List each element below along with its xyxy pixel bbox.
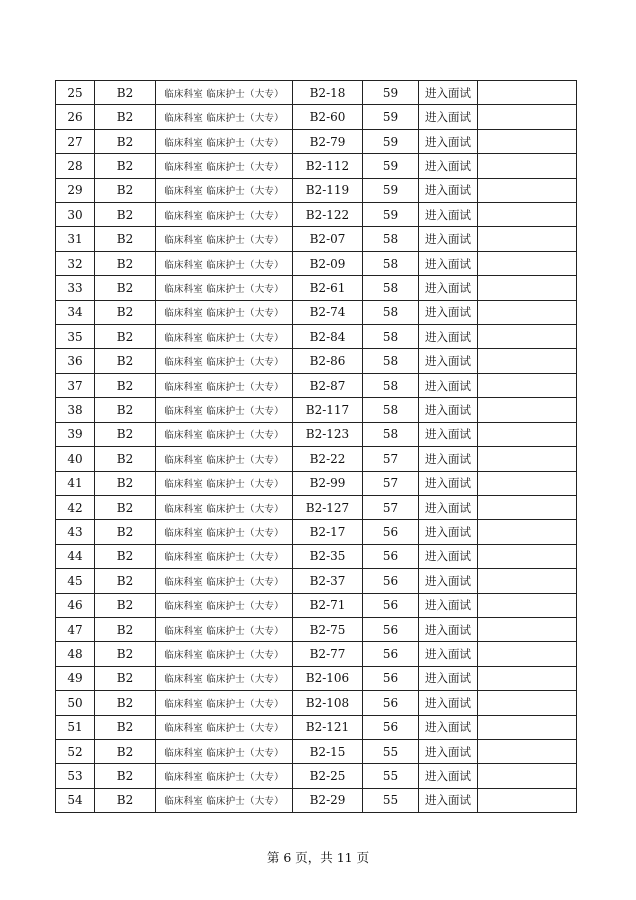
post-cell: 临床科室 临床护士（大专） — [156, 691, 293, 715]
status-cell: 进入面试 — [419, 276, 478, 300]
status-cell: 进入面试 — [419, 251, 478, 275]
seq-cell: 37 — [56, 373, 95, 397]
table-row — [56, 764, 577, 788]
ticket-number-cell: B2-122 — [293, 203, 363, 227]
ticket-number-cell: B2-87 — [293, 373, 363, 397]
group-cell: B2 — [95, 715, 156, 739]
note-cell — [478, 617, 577, 641]
ticket-number-cell: B2-117 — [293, 398, 363, 422]
group-cell: B2 — [95, 691, 156, 715]
seq-cell: 31 — [56, 227, 95, 251]
note-cell — [478, 495, 577, 519]
table-row — [56, 471, 577, 495]
status-cell: 进入面试 — [419, 300, 478, 324]
table-row — [56, 422, 577, 446]
post-cell: 临床科室 临床护士（大专） — [156, 422, 293, 446]
group-cell: B2 — [95, 300, 156, 324]
score-cell: 56 — [363, 715, 419, 739]
seq-cell: 33 — [56, 276, 95, 300]
ticket-number-cell: B2-74 — [293, 300, 363, 324]
score-cell: 56 — [363, 520, 419, 544]
ticket-number-cell: B2-121 — [293, 715, 363, 739]
seq-cell: 54 — [56, 788, 95, 812]
group-cell: B2 — [95, 666, 156, 690]
group-cell: B2 — [95, 373, 156, 397]
table-row — [56, 81, 577, 105]
status-cell: 进入面试 — [419, 422, 478, 446]
note-cell — [478, 203, 577, 227]
group-cell: B2 — [95, 739, 156, 763]
status-cell: 进入面试 — [419, 642, 478, 666]
seq-cell: 39 — [56, 422, 95, 446]
post-cell: 临床科室 临床护士（大专） — [156, 300, 293, 324]
table-row — [56, 569, 577, 593]
seq-cell: 35 — [56, 325, 95, 349]
post-cell: 临床科室 临床护士（大专） — [156, 544, 293, 568]
group-cell: B2 — [95, 447, 156, 471]
status-cell: 进入面试 — [419, 739, 478, 763]
note-cell — [478, 276, 577, 300]
score-cell: 59 — [363, 178, 419, 202]
table-row — [56, 203, 577, 227]
group-cell: B2 — [95, 544, 156, 568]
seq-cell: 52 — [56, 739, 95, 763]
post-cell: 临床科室 临床护士（大专） — [156, 203, 293, 227]
score-cell: 56 — [363, 593, 419, 617]
group-cell: B2 — [95, 349, 156, 373]
note-cell — [478, 105, 577, 129]
note-cell — [478, 300, 577, 324]
post-cell: 临床科室 临床护士（大专） — [156, 666, 293, 690]
table-row — [56, 691, 577, 715]
seq-cell: 43 — [56, 520, 95, 544]
status-cell: 进入面试 — [419, 154, 478, 178]
status-cell: 进入面试 — [419, 81, 478, 105]
note-cell — [478, 764, 577, 788]
seq-cell: 50 — [56, 691, 95, 715]
note-cell — [478, 544, 577, 568]
score-cell: 58 — [363, 227, 419, 251]
status-cell: 进入面试 — [419, 495, 478, 519]
ticket-number-cell: B2-35 — [293, 544, 363, 568]
table-row — [56, 227, 577, 251]
table-row — [56, 715, 577, 739]
seq-cell: 40 — [56, 447, 95, 471]
ticket-number-cell: B2-106 — [293, 666, 363, 690]
status-cell: 进入面试 — [419, 129, 478, 153]
status-cell: 进入面试 — [419, 105, 478, 129]
seq-cell: 49 — [56, 666, 95, 690]
group-cell: B2 — [95, 251, 156, 275]
note-cell — [478, 398, 577, 422]
group-cell: B2 — [95, 398, 156, 422]
table-row — [56, 788, 577, 812]
group-cell: B2 — [95, 569, 156, 593]
group-cell: B2 — [95, 617, 156, 641]
status-cell: 进入面试 — [419, 544, 478, 568]
seq-cell: 48 — [56, 642, 95, 666]
table-row — [56, 739, 577, 763]
score-cell: 58 — [363, 422, 419, 446]
seq-cell: 47 — [56, 617, 95, 641]
post-cell: 临床科室 临床护士（大专） — [156, 739, 293, 763]
status-cell: 进入面试 — [419, 471, 478, 495]
table-row — [56, 251, 577, 275]
score-cell: 58 — [363, 251, 419, 275]
table-row — [56, 178, 577, 202]
table-row — [56, 520, 577, 544]
score-cell: 59 — [363, 129, 419, 153]
score-cell: 55 — [363, 739, 419, 763]
seq-cell: 26 — [56, 105, 95, 129]
ticket-number-cell: B2-112 — [293, 154, 363, 178]
ticket-number-cell: B2-29 — [293, 788, 363, 812]
note-cell — [478, 739, 577, 763]
post-cell: 临床科室 临床护士（大专） — [156, 593, 293, 617]
seq-cell: 41 — [56, 471, 95, 495]
post-cell: 临床科室 临床护士（大专） — [156, 178, 293, 202]
seq-cell: 27 — [56, 129, 95, 153]
post-cell: 临床科室 临床护士（大专） — [156, 520, 293, 544]
note-cell — [478, 251, 577, 275]
seq-cell: 34 — [56, 300, 95, 324]
status-cell: 进入面试 — [419, 203, 478, 227]
seq-cell: 29 — [56, 178, 95, 202]
group-cell: B2 — [95, 495, 156, 519]
ticket-number-cell: B2-123 — [293, 422, 363, 446]
seq-cell: 30 — [56, 203, 95, 227]
table-row — [56, 349, 577, 373]
note-cell — [478, 447, 577, 471]
post-cell: 临床科室 临床护士（大专） — [156, 227, 293, 251]
status-cell: 进入面试 — [419, 373, 478, 397]
post-cell: 临床科室 临床护士（大专） — [156, 715, 293, 739]
note-cell — [478, 788, 577, 812]
status-cell: 进入面试 — [419, 178, 478, 202]
note-cell — [478, 422, 577, 446]
status-cell: 进入面试 — [419, 691, 478, 715]
score-cell: 56 — [363, 666, 419, 690]
table-row — [56, 373, 577, 397]
post-cell: 临床科室 临床护士（大专） — [156, 325, 293, 349]
table-row — [56, 666, 577, 690]
group-cell: B2 — [95, 276, 156, 300]
table-row — [56, 276, 577, 300]
group-cell: B2 — [95, 593, 156, 617]
group-cell: B2 — [95, 105, 156, 129]
note-cell — [478, 691, 577, 715]
score-cell: 58 — [363, 325, 419, 349]
note-cell — [478, 227, 577, 251]
note-cell — [478, 520, 577, 544]
seq-cell: 51 — [56, 715, 95, 739]
group-cell: B2 — [95, 129, 156, 153]
seq-cell: 45 — [56, 569, 95, 593]
status-cell: 进入面试 — [419, 520, 478, 544]
table-row — [56, 447, 577, 471]
post-cell: 临床科室 临床护士（大专） — [156, 617, 293, 641]
group-cell: B2 — [95, 203, 156, 227]
table-row — [56, 325, 577, 349]
table-row — [56, 642, 577, 666]
status-cell: 进入面试 — [419, 227, 478, 251]
group-cell: B2 — [95, 227, 156, 251]
note-cell — [478, 178, 577, 202]
post-cell: 临床科室 临床护士（大专） — [156, 569, 293, 593]
score-cell: 56 — [363, 569, 419, 593]
note-cell — [478, 325, 577, 349]
seq-cell: 46 — [56, 593, 95, 617]
group-cell: B2 — [95, 642, 156, 666]
note-cell — [478, 642, 577, 666]
seq-cell: 32 — [56, 251, 95, 275]
seq-cell: 44 — [56, 544, 95, 568]
note-cell — [478, 569, 577, 593]
score-cell: 59 — [363, 105, 419, 129]
post-cell: 临床科室 临床护士（大专） — [156, 495, 293, 519]
group-cell: B2 — [95, 178, 156, 202]
table-row — [56, 593, 577, 617]
score-cell: 58 — [363, 373, 419, 397]
ticket-number-cell: B2-09 — [293, 251, 363, 275]
table-row — [56, 544, 577, 568]
status-cell: 进入面试 — [419, 398, 478, 422]
note-cell — [478, 715, 577, 739]
ticket-number-cell: B2-22 — [293, 447, 363, 471]
group-cell: B2 — [95, 81, 156, 105]
score-cell: 59 — [363, 203, 419, 227]
group-cell: B2 — [95, 471, 156, 495]
table-row — [56, 300, 577, 324]
score-cell: 55 — [363, 764, 419, 788]
ticket-number-cell: B2-37 — [293, 569, 363, 593]
post-cell: 临床科室 临床护士（大专） — [156, 764, 293, 788]
page-number-footer: 第 6 页，共 11 页 — [266, 850, 370, 865]
ticket-number-cell: B2-77 — [293, 642, 363, 666]
ticket-number-cell: B2-86 — [293, 349, 363, 373]
status-cell: 进入面试 — [419, 617, 478, 641]
seq-cell: 25 — [56, 81, 95, 105]
ticket-number-cell: B2-99 — [293, 471, 363, 495]
note-cell — [478, 373, 577, 397]
score-cell: 57 — [363, 495, 419, 519]
table-row — [56, 129, 577, 153]
status-cell: 进入面试 — [419, 666, 478, 690]
score-cell: 56 — [363, 544, 419, 568]
seq-cell: 42 — [56, 495, 95, 519]
seq-cell: 38 — [56, 398, 95, 422]
note-cell — [478, 129, 577, 153]
table-row — [56, 398, 577, 422]
seq-cell: 53 — [56, 764, 95, 788]
group-cell: B2 — [95, 422, 156, 446]
table-row — [56, 617, 577, 641]
status-cell: 进入面试 — [419, 569, 478, 593]
post-cell: 临床科室 临床护士（大专） — [156, 129, 293, 153]
score-cell: 57 — [363, 447, 419, 471]
group-cell: B2 — [95, 520, 156, 544]
ticket-number-cell: B2-15 — [293, 739, 363, 763]
group-cell: B2 — [95, 788, 156, 812]
status-cell: 进入面试 — [419, 715, 478, 739]
post-cell: 临床科室 临床护士（大专） — [156, 81, 293, 105]
score-cell: 57 — [363, 471, 419, 495]
ticket-number-cell: B2-25 — [293, 764, 363, 788]
table-row — [56, 495, 577, 519]
ticket-number-cell: B2-127 — [293, 495, 363, 519]
score-cell: 59 — [363, 81, 419, 105]
note-cell — [478, 81, 577, 105]
status-cell: 进入面试 — [419, 764, 478, 788]
results-table — [55, 80, 577, 813]
ticket-number-cell: B2-71 — [293, 593, 363, 617]
score-cell: 58 — [363, 300, 419, 324]
status-cell: 进入面试 — [419, 325, 478, 349]
score-cell: 58 — [363, 398, 419, 422]
ticket-number-cell: B2-79 — [293, 129, 363, 153]
note-cell — [478, 349, 577, 373]
note-cell — [478, 593, 577, 617]
post-cell: 临床科室 临床护士（大专） — [156, 642, 293, 666]
score-cell: 56 — [363, 691, 419, 715]
ticket-number-cell: B2-75 — [293, 617, 363, 641]
score-cell: 58 — [363, 349, 419, 373]
ticket-number-cell: B2-61 — [293, 276, 363, 300]
ticket-number-cell: B2-60 — [293, 105, 363, 129]
seq-cell: 28 — [56, 154, 95, 178]
ticket-number-cell: B2-119 — [293, 178, 363, 202]
score-cell: 58 — [363, 276, 419, 300]
post-cell: 临床科室 临床护士（大专） — [156, 349, 293, 373]
status-cell: 进入面试 — [419, 593, 478, 617]
table-row — [56, 105, 577, 129]
table-row — [56, 154, 577, 178]
note-cell — [478, 471, 577, 495]
seq-cell: 36 — [56, 349, 95, 373]
group-cell: B2 — [95, 154, 156, 178]
ticket-number-cell: B2-108 — [293, 691, 363, 715]
post-cell: 临床科室 临床护士（大专） — [156, 276, 293, 300]
status-cell: 进入面试 — [419, 788, 478, 812]
post-cell: 临床科室 临床护士（大专） — [156, 251, 293, 275]
note-cell — [478, 154, 577, 178]
ticket-number-cell: B2-18 — [293, 81, 363, 105]
post-cell: 临床科室 临床护士（大专） — [156, 373, 293, 397]
score-cell: 55 — [363, 788, 419, 812]
table-body — [56, 81, 577, 813]
status-cell: 进入面试 — [419, 349, 478, 373]
post-cell: 临床科室 临床护士（大专） — [156, 154, 293, 178]
ticket-number-cell: B2-84 — [293, 325, 363, 349]
post-cell: 临床科室 临床护士（大专） — [156, 398, 293, 422]
status-cell: 进入面试 — [419, 447, 478, 471]
group-cell: B2 — [95, 325, 156, 349]
post-cell: 临床科室 临床护士（大专） — [156, 447, 293, 471]
post-cell: 临床科室 临床护士（大专） — [156, 105, 293, 129]
group-cell: B2 — [95, 764, 156, 788]
score-cell: 56 — [363, 642, 419, 666]
note-cell — [478, 666, 577, 690]
score-cell: 56 — [363, 617, 419, 641]
score-cell: 59 — [363, 154, 419, 178]
ticket-number-cell: B2-17 — [293, 520, 363, 544]
ticket-number-cell: B2-07 — [293, 227, 363, 251]
post-cell: 临床科室 临床护士（大专） — [156, 471, 293, 495]
post-cell: 临床科室 临床护士（大专） — [156, 788, 293, 812]
